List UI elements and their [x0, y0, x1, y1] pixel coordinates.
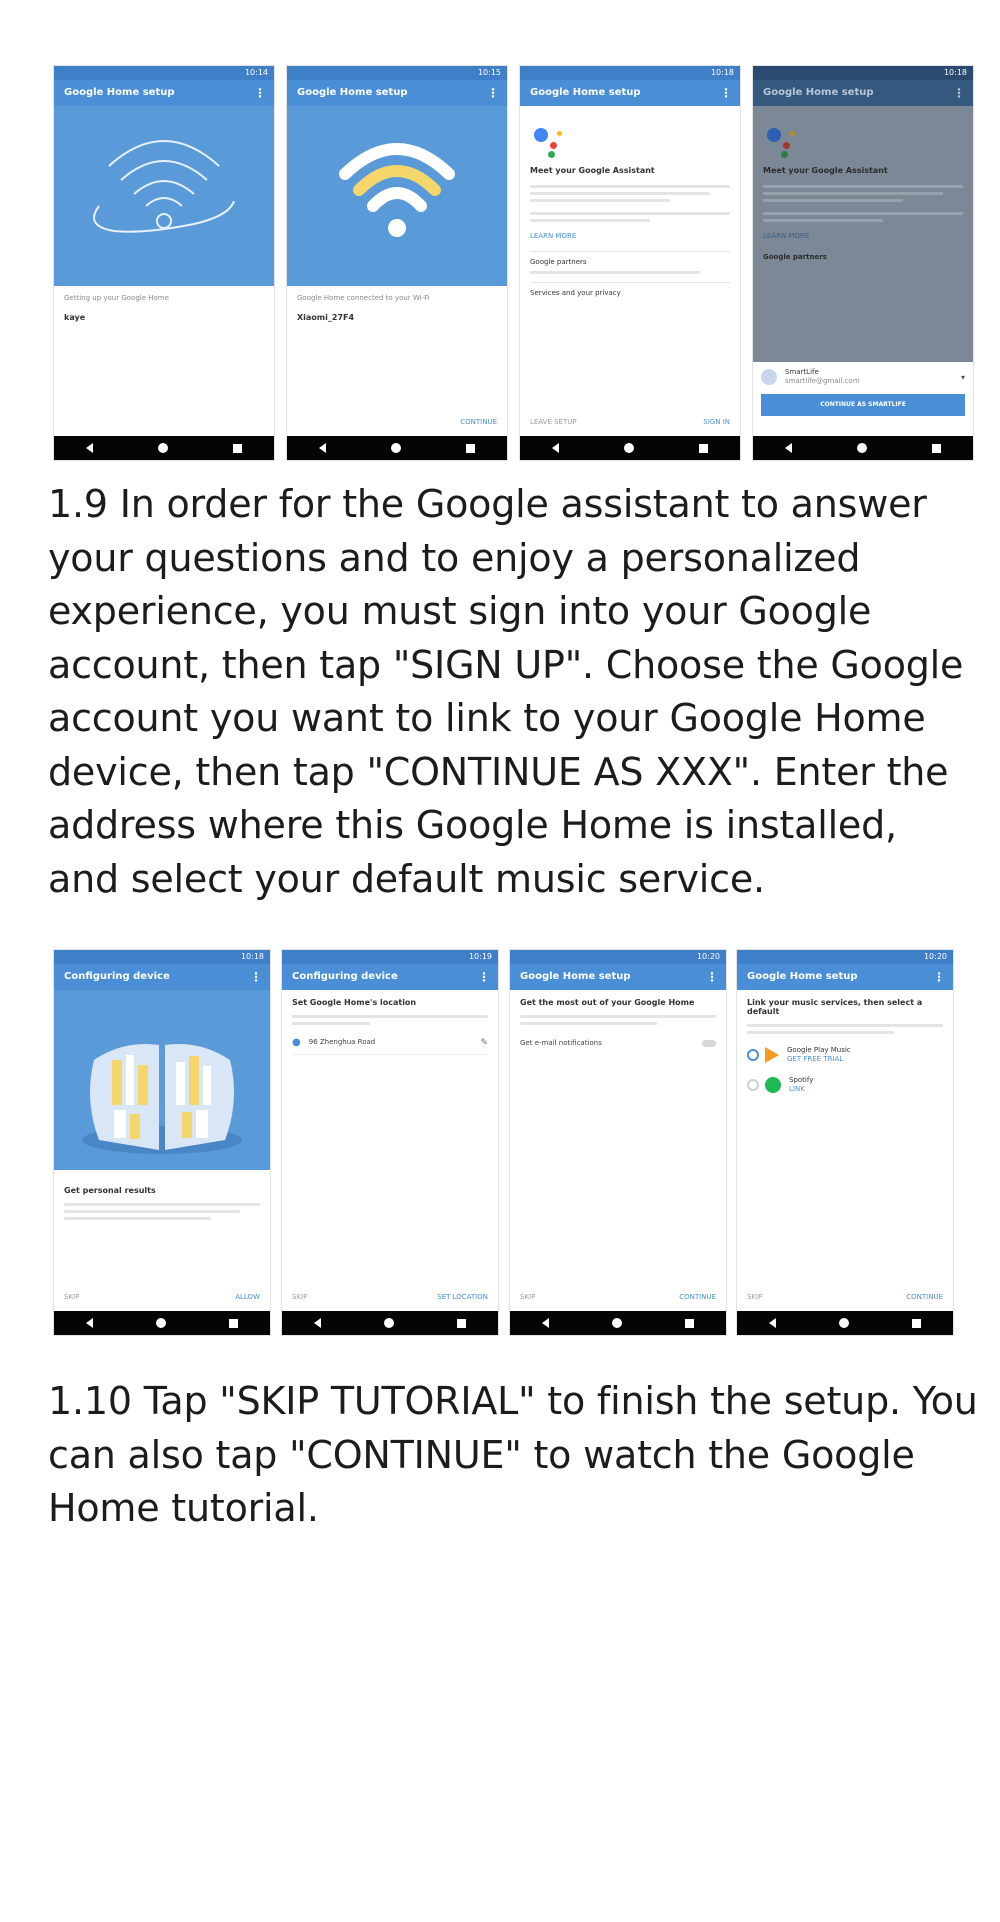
continue-as-button[interactable]: CONTINUE AS SMARTLIFE — [761, 394, 965, 416]
app-bar-title: Google Home setup — [297, 87, 408, 98]
back-icon[interactable] — [314, 1318, 321, 1328]
back-icon[interactable] — [785, 443, 792, 453]
phone-screen-account-picker — [753, 66, 973, 460]
home-icon[interactable] — [839, 1318, 849, 1328]
location-pin-icon: ● — [292, 1037, 301, 1048]
more-menu-icon[interactable]: ⋮ — [250, 970, 262, 984]
service-name: Spotify — [789, 1076, 814, 1084]
recents-icon[interactable] — [685, 1319, 694, 1328]
continue-button[interactable]: CONTINUE — [460, 418, 497, 426]
android-nav-bar — [54, 436, 274, 460]
spotify-icon — [765, 1077, 781, 1093]
app-bar — [737, 964, 953, 990]
footer-actions — [747, 1293, 943, 1301]
app-bar — [510, 964, 726, 990]
more-menu-icon[interactable]: ⋮ — [487, 86, 499, 100]
google-play-music-icon — [765, 1047, 779, 1063]
footer-actions — [520, 1293, 716, 1301]
account-email: smartlife@gmail.com — [785, 377, 860, 385]
network-name: Xiaomi_27F4 — [297, 313, 355, 322]
phone-screen-wifi-setup — [54, 66, 274, 460]
home-icon[interactable] — [391, 443, 401, 453]
app-bar — [753, 80, 973, 106]
home-icon[interactable] — [384, 1318, 394, 1328]
hero-image — [54, 106, 274, 286]
radio-selected-icon[interactable] — [747, 1049, 759, 1061]
google-assistant-logo-icon — [530, 114, 730, 160]
app-bar — [282, 964, 498, 990]
app-bar — [54, 80, 274, 106]
google-partners-section[interactable]: Google partners — [530, 251, 730, 274]
skip-button[interactable]: SKIP — [292, 1293, 308, 1301]
app-bar — [520, 80, 740, 106]
phone-screen-location — [282, 950, 498, 1335]
music-service-spotify[interactable] — [747, 1076, 943, 1094]
back-icon[interactable] — [542, 1318, 549, 1328]
app-bar-title: Google Home setup — [530, 87, 641, 98]
more-menu-icon[interactable]: ⋮ — [478, 970, 490, 984]
app-bar-title: Configuring device — [292, 971, 398, 982]
status-bar: 10:18 — [54, 950, 270, 964]
learn-more-link[interactable]: LEARN MORE — [763, 232, 810, 240]
wifi-filled-icon — [287, 106, 507, 286]
recents-icon[interactable] — [466, 444, 475, 453]
account-row[interactable] — [761, 368, 965, 386]
home-icon[interactable] — [857, 443, 867, 453]
link-spotify-link[interactable]: LINK — [789, 1085, 805, 1093]
continue-button[interactable]: CONTINUE — [679, 1293, 716, 1301]
back-icon[interactable] — [86, 1318, 93, 1328]
back-icon[interactable] — [86, 443, 93, 453]
home-icon[interactable] — [156, 1318, 166, 1328]
service-name: Google Play Music — [787, 1046, 851, 1054]
screenshot-row-2 — [0, 950, 1000, 1335]
android-nav-bar — [282, 1311, 498, 1335]
status-bar: 10:15 — [287, 66, 507, 80]
back-icon[interactable] — [552, 443, 559, 453]
phone-screen-assistant — [520, 66, 740, 460]
phone-screen-personal-results — [54, 950, 270, 1335]
back-icon[interactable] — [319, 443, 326, 453]
skip-button[interactable]: SKIP — [747, 1293, 763, 1301]
network-name: kaye — [64, 313, 86, 322]
assistant-heading: Meet your Google Assistant — [763, 166, 888, 175]
status-bar: 10:14 — [54, 66, 274, 80]
avatar — [761, 369, 777, 385]
app-bar-title: Google Home setup — [747, 971, 858, 982]
status-bar: 10:20 — [737, 950, 953, 964]
more-menu-icon[interactable]: ⋮ — [720, 86, 732, 100]
email-notifications-label: Get e-mail notifications — [520, 1039, 602, 1047]
phone-screen-notifications — [510, 950, 726, 1335]
hero-image — [54, 990, 270, 1170]
recents-icon[interactable] — [233, 444, 242, 453]
app-bar-title: Google Home setup — [520, 971, 631, 982]
email-notifications-row[interactable] — [520, 1039, 716, 1048]
assistant-heading: Meet your Google Assistant — [530, 166, 655, 175]
set-location-button[interactable]: SET LOCATION — [437, 1293, 488, 1301]
screenshot-row-1 — [0, 66, 1000, 460]
status-bar: 10:19 — [282, 950, 498, 964]
app-bar-title: Google Home setup — [64, 87, 175, 98]
more-menu-icon[interactable]: ⋮ — [706, 970, 718, 984]
continue-button[interactable]: CONTINUE — [906, 1293, 943, 1301]
home-icon[interactable] — [624, 443, 634, 453]
notifications-toggle[interactable] — [702, 1040, 716, 1047]
status-bar: 10:18 — [520, 66, 740, 80]
app-bar — [54, 964, 270, 990]
description-lines — [530, 185, 730, 222]
most-out-heading: Get the most out of your Google Home — [520, 998, 695, 1007]
radio-unselected-icon[interactable] — [747, 1079, 759, 1091]
get-free-trial-link[interactable]: GET FREE TRIAL — [787, 1055, 844, 1063]
recents-icon[interactable] — [699, 444, 708, 453]
account-name: SmartLife — [785, 368, 819, 376]
account-sheet — [753, 362, 973, 436]
home-icon[interactable] — [612, 1318, 622, 1328]
google-partners-section[interactable]: Google partners — [763, 253, 827, 261]
description-lines — [64, 1203, 260, 1220]
recents-icon[interactable] — [912, 1319, 921, 1328]
more-menu-icon[interactable]: ⋮ — [254, 86, 266, 100]
skip-button[interactable]: SKIP — [64, 1293, 80, 1301]
chevron-down-icon[interactable]: ▾ — [960, 372, 965, 382]
recents-icon[interactable] — [457, 1319, 466, 1328]
home-icon[interactable] — [158, 443, 168, 453]
android-nav-bar — [737, 1311, 953, 1335]
description-lines — [763, 185, 963, 222]
instruction-step-1-9: 1.9 In order for the Google assistant to answer your questions and to enjoy a personalized experience, you must sign into your Google account, then tap "SIGN UP". Choose the Google account you want to link to your Google Home device, then tap "CONTINUE AS XXX". Enter the address where this Google Home is installed, and select your default music service. — [48, 482, 964, 901]
library-illustration-icon — [54, 990, 270, 1170]
status-bar: 10:18 — [753, 66, 973, 80]
description-lines — [747, 1024, 943, 1034]
hero-image — [287, 106, 507, 286]
more-menu-icon[interactable]: ⋮ — [933, 970, 945, 984]
allow-button[interactable]: ALLOW — [235, 1293, 260, 1301]
description-lines — [520, 1015, 716, 1025]
address-row[interactable] — [292, 1037, 488, 1055]
address-text: 96 Zhenghua Road — [308, 1038, 376, 1046]
description-lines — [292, 1015, 488, 1025]
leave-setup-button[interactable]: LEAVE SETUP — [530, 418, 577, 426]
music-service-google-play[interactable] — [747, 1046, 943, 1064]
music-services-heading: Link your music services, then select a default — [747, 998, 923, 1016]
google-assistant-logo-icon — [763, 114, 963, 160]
android-nav-bar — [54, 1311, 270, 1335]
android-nav-bar — [510, 1311, 726, 1335]
skip-button[interactable]: SKIP — [520, 1293, 536, 1301]
location-heading: Set Google Home's location — [292, 998, 417, 1007]
recents-icon[interactable] — [229, 1319, 238, 1328]
android-nav-bar — [753, 436, 973, 460]
android-nav-bar — [520, 436, 740, 460]
status-caption: Google Home connected to your Wi-Fi — [297, 294, 430, 302]
app-bar-title: Google Home setup — [763, 87, 874, 98]
personal-results-heading: Get personal results — [64, 1186, 156, 1195]
app-bar-title: Configuring device — [64, 971, 170, 982]
status-bar: 10:20 — [510, 950, 726, 964]
footer-actions — [64, 1293, 260, 1301]
sign-in-button[interactable]: SIGN IN — [703, 418, 730, 426]
phone-screen-music-services — [737, 950, 953, 1335]
wifi-outline-icon — [54, 106, 274, 286]
android-nav-bar — [287, 436, 507, 460]
phone-screen-wifi-connected — [287, 66, 507, 460]
more-menu-icon[interactable]: ⋮ — [953, 86, 965, 100]
back-icon[interactable] — [769, 1318, 776, 1328]
status-caption: Getting up your Google Home — [64, 294, 169, 302]
footer-actions — [530, 418, 730, 426]
footer-actions — [292, 1293, 488, 1301]
recents-icon[interactable] — [932, 444, 941, 453]
privacy-section[interactable]: Services and your privacy — [530, 282, 730, 298]
edit-pencil-icon[interactable]: ✎ — [480, 1037, 488, 1048]
app-bar — [287, 80, 507, 106]
learn-more-link[interactable]: LEARN MORE — [530, 232, 577, 240]
instruction-step-1-10: 1.10 Tap "SKIP TUTORIAL" to finish the setup. You can also tap "CONTINUE" to watch the Google Home tutorial. — [48, 1379, 978, 1530]
footer-actions — [297, 418, 497, 426]
